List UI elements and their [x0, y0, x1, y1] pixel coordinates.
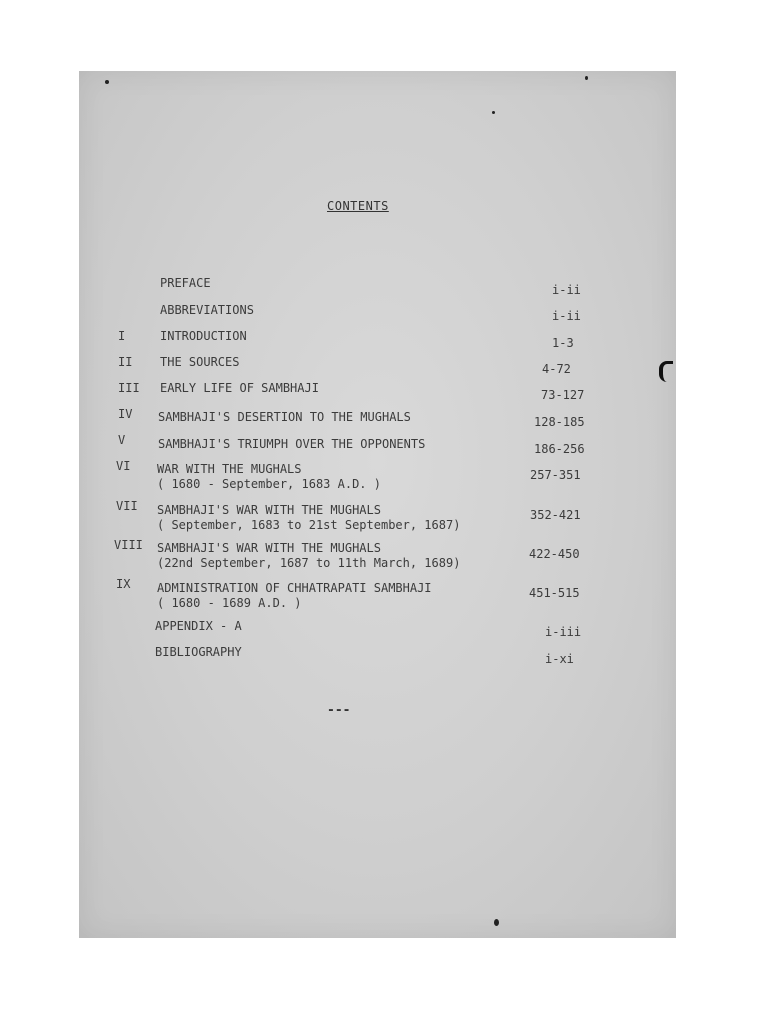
chapter-number: VIII [114, 538, 143, 552]
entry-title: PREFACE [160, 276, 211, 290]
chapter-number: IV [118, 407, 133, 421]
page-title: CONTENTS [327, 199, 389, 213]
ink-speck [105, 80, 109, 84]
entry-pages: 1-3 [552, 336, 574, 350]
entry-title: APPENDIX - A [155, 619, 242, 633]
entry-pages: i-iii [545, 625, 582, 639]
entry-title: ADMINISTRATION OF CHHATRAPATI SAMBHAJI ( 1680 - 1689 A.D. ) [157, 581, 432, 610]
entry-title: SAMBHAJI'S WAR WITH THE MUGHALS ( September, 1683 to 21st September, 1687) [157, 503, 461, 532]
ink-speck [585, 76, 588, 80]
entry-pages: 422-450 [529, 547, 580, 561]
ink-speck [494, 919, 499, 926]
pen-mark [659, 361, 673, 382]
entry-pages: i-ii [552, 309, 581, 323]
entry-pages: 4-72 [542, 362, 571, 376]
chapter-number: VI [116, 459, 131, 473]
entry-pages: 73-127 [541, 388, 585, 402]
document-page [79, 71, 676, 938]
ink-speck [492, 111, 495, 114]
entry-title: SAMBHAJI'S TRIUMPH OVER THE OPPONENTS [158, 437, 426, 451]
entry-pages: i-xi [545, 652, 574, 666]
chapter-number: V [118, 433, 126, 447]
chapter-number: VII [116, 499, 138, 513]
entry-pages: i-ii [552, 283, 581, 297]
entry-pages: 257-351 [530, 468, 581, 482]
chapter-number: I [118, 329, 126, 343]
entry-title: SAMBHAJI'S DESERTION TO THE MUGHALS [158, 410, 411, 424]
entry-title: BIBLIOGRAPHY [155, 645, 242, 659]
entry-title: INTRODUCTION [160, 329, 247, 343]
entry-title: ABBREVIATIONS [160, 303, 254, 317]
chapter-number: II [118, 355, 133, 369]
entry-pages: 451-515 [529, 586, 580, 600]
chapter-number: III [118, 381, 140, 395]
entry-pages: 186-256 [534, 442, 585, 456]
closing-mark: --- [327, 703, 351, 718]
entry-pages: 352-421 [530, 508, 581, 522]
entry-title: WAR WITH THE MUGHALS ( 1680 - September, 1683 A.D. ) [157, 462, 381, 491]
entry-title: EARLY LIFE OF SAMBHAJI [160, 381, 319, 395]
entry-pages: 128-185 [534, 415, 585, 429]
entry-title: THE SOURCES [160, 355, 240, 369]
chapter-number: IX [116, 577, 131, 591]
entry-title: SAMBHAJI'S WAR WITH THE MUGHALS (22nd September, 1687 to 11th March, 1689) [157, 541, 461, 570]
